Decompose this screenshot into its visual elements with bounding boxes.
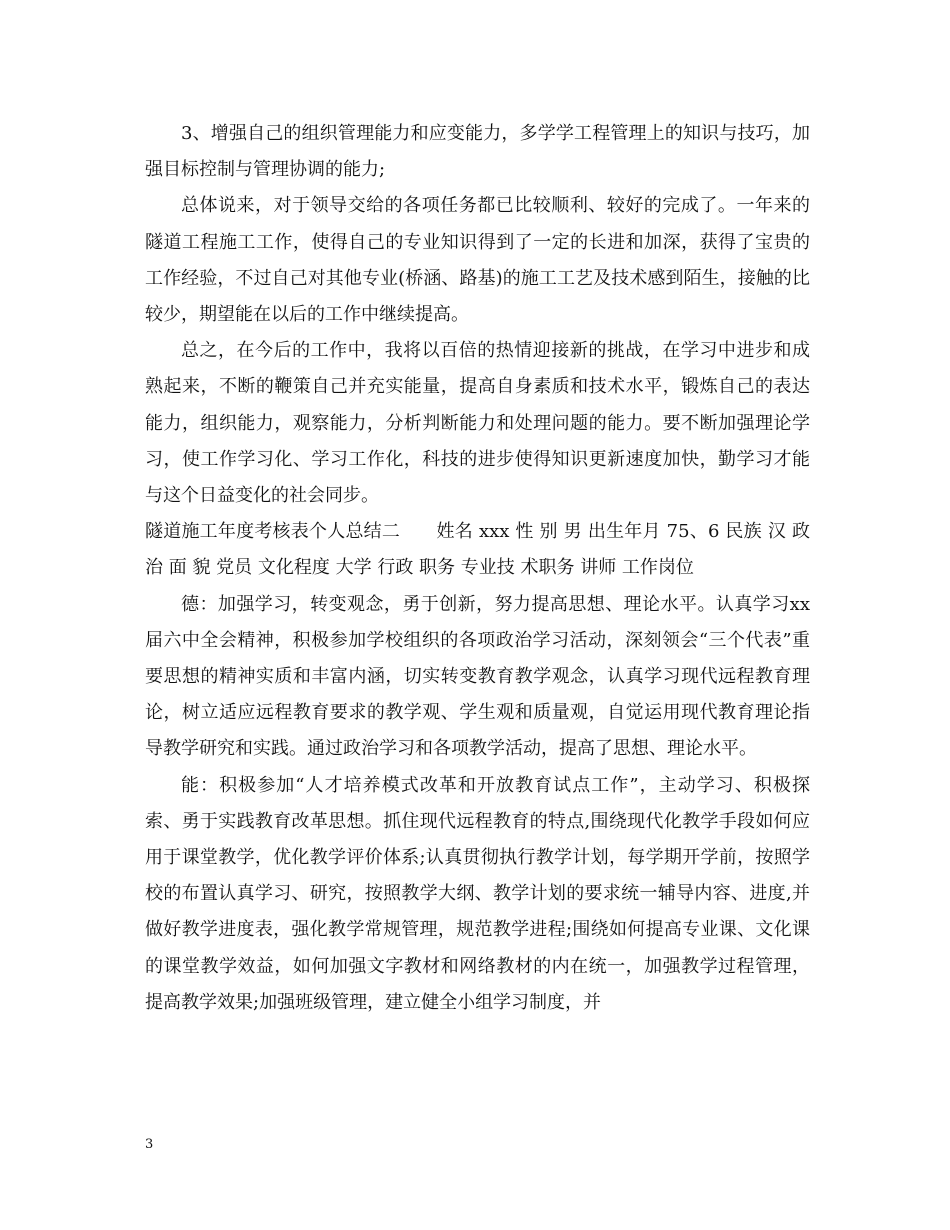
paragraph-morality: 德：加强学习，转变观念，勇于创新，努力提高思想、理论水平。认真学习xx届六中全会精神，积极参加学校组织的各项政治学习活动，深刻领会“三个代表”重要思想的精神实质和丰富内涵，切实转变教育教学观念，认真学习现代远程教育理论，树立适应远程教育要求的教学观、学生观和质量观，自觉运用现代教育理论指导教学研究和实践。通过政治学习和各项教学活动，提高了思想、理论水平。 (145, 593, 810, 760)
paragraph-summary: 总体说来，对于领导交给的各项任务都已比较顺利、较好的完成了。一年来的隧道工程施工工作，使得自己的专业知识得到了一定的长进和加深，获得了宝贵的工作经验，不过自己对其他专业(桥涵、路基)的施工工艺及技术感到陌生，接触的比较少，期望能在以后的工作中继续提高。 (145, 195, 810, 326)
paragraph-ability: 能：积极参加“人才培养模式改革和开放教育试点工作”，主动学习、积极探索、勇于实践教育改革思想。抓住现代远程教育的特点,围绕现代化教学手段如何应用于课堂教学，优化教学评价体系;认真贯彻执行教学计划，每学期开学前，按照学校的布置认真学习、研究，按照教学大纲、教学计划的要求统一辅导内容、进度,并做好教学进度表，强化教学常规管理，规范教学进程;围绕如何提高专业课、文化课的课堂教学效益，如何加强文字教材和网络教材的内在统一，加强教学过程管理，提高教学效果;加强班级管理，建立健全小组学习制度，并 (145, 774, 810, 1013)
page-number: 3 (145, 1137, 154, 1152)
paragraph-conclusion: 总之，在今后的工作中，我将以百倍的热情迎接新的挑战，在学习中进步和成熟起来，不断的鞭策自己并充实能量，提高自身素质和技术水平，锻炼自己的表达能力，组织能力，观察能力，分析判断能力和处理问题的能力。要不断加强理论学习，使工作学习化、学习工作化，科技的进步使得知识更新速度加快，勤学习才能与这个日益变化的社会同步。 (145, 340, 810, 507)
section-heading-info: 隧道施工年度考核表个人总结二 姓名 xxx 性 别 男 出生年月 75、6 民族 汉 政 治 面 貌 党员 文化程度 大学 行政 职务 专业技 术职务 讲师 工作岗位 (145, 521, 810, 579)
document-body (145, 116, 810, 1021)
paragraph-item-3: 3、增强自己的组织管理能力和应变能力，多学学工程管理上的知识与技巧，加强目标控制与管理协调的能力; (145, 123, 810, 181)
